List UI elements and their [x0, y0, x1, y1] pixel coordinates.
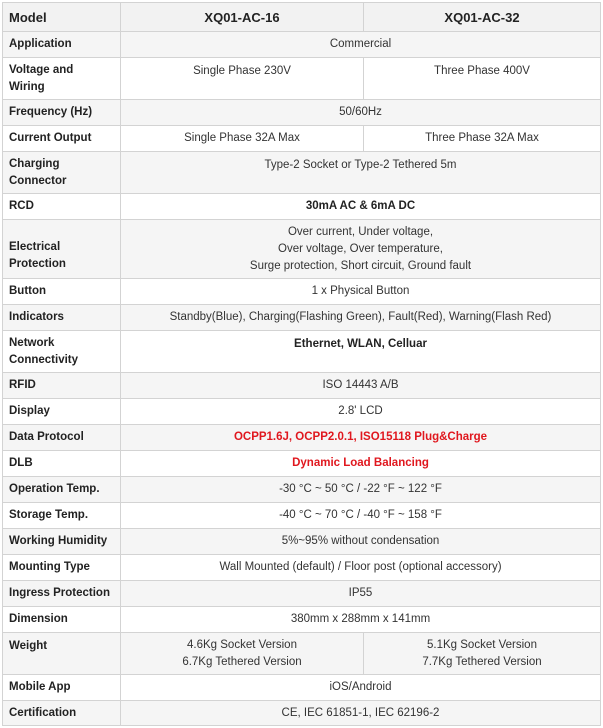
value-connector: Type-2 Socket or Type-2 Tethered 5m	[121, 152, 601, 194]
label-network-line1: Network	[9, 336, 55, 349]
row-mounting	[3, 555, 601, 581]
value-op-temp: -30 °C ~ 50 °C / -22 °F ~ 122 °F	[121, 477, 601, 503]
value-dlb: Dynamic Load Balancing	[121, 451, 601, 477]
value-protection	[121, 220, 601, 279]
value-mounting: Wall Mounted (default) / Floor post (optional accessory)	[121, 555, 601, 581]
value-rfid: ISO 14443 A/B	[121, 373, 601, 399]
label-protocol: Data Protocol	[3, 425, 121, 451]
row-humidity	[3, 529, 601, 555]
value-certification: CE, IEC 61851-1, IEC 62196-2	[121, 701, 601, 726]
label-display: Display	[3, 399, 121, 425]
value-indicators: Standby(Blue), Charging(Flashing Green), Fault(Red), Warning(Flash Red)	[121, 305, 601, 331]
label-button: Button	[3, 279, 121, 305]
value-weight-2-line1: 5.1Kg Socket Version	[427, 638, 537, 651]
label-network	[3, 331, 121, 373]
value-frequency: 50/60Hz	[121, 100, 601, 126]
row-voltage	[3, 58, 601, 100]
label-op-temp: Operation Temp.	[3, 477, 121, 503]
row-application	[3, 32, 601, 58]
value-weight-2-line2: 7.7Kg Tethered Version	[422, 655, 542, 668]
label-network-line2: Connectivity	[9, 353, 79, 366]
value-current-1: Single Phase 32A Max	[121, 126, 364, 152]
value-weight-1-line1: 4.6Kg Socket Version	[187, 638, 297, 651]
row-ingress	[3, 581, 601, 607]
label-dlb: DLB	[3, 451, 121, 477]
label-storage-temp: Storage Temp.	[3, 503, 121, 529]
label-voltage-line2: Wiring	[9, 80, 45, 93]
label-voltage-line1: Voltage and	[9, 63, 74, 76]
row-protocol	[3, 425, 601, 451]
row-button	[3, 279, 601, 305]
label-mobile-app: Mobile App	[3, 675, 121, 701]
label-certification: Certification	[3, 701, 121, 726]
row-op-temp	[3, 477, 601, 503]
label-humidity: Working Humidity	[3, 529, 121, 555]
value-storage-temp: -40 °C ~ 70 °C / -40 °F ~ 158 °F	[121, 503, 601, 529]
value-button: 1 x Physical Button	[121, 279, 601, 305]
label-connector-line2: Connector	[9, 174, 67, 187]
row-frequency	[3, 100, 601, 126]
value-ingress: IP55	[121, 581, 601, 607]
row-protection	[3, 220, 601, 279]
row-rcd	[3, 194, 601, 220]
value-voltage-2: Three Phase 400V	[364, 58, 601, 100]
value-display: 2.8' LCD	[121, 399, 601, 425]
header-model-label: Model	[3, 3, 121, 32]
label-connector	[3, 152, 121, 194]
row-indicators	[3, 305, 601, 331]
row-rfid	[3, 373, 601, 399]
value-protection-line1: Over current, Under voltage,	[287, 225, 434, 238]
label-application: Application	[3, 32, 121, 58]
label-protection-line2: Protection	[9, 258, 66, 270]
row-network	[3, 331, 601, 373]
row-dlb	[3, 451, 601, 477]
label-dimension: Dimension	[3, 607, 121, 633]
label-rfid: RFID	[3, 373, 121, 399]
row-connector	[3, 152, 601, 194]
label-ingress: Ingress Protection	[3, 581, 121, 607]
label-mounting: Mounting Type	[3, 555, 121, 581]
row-current	[3, 126, 601, 152]
row-display	[3, 399, 601, 425]
value-dimension: 380mm x 288mm x 141mm	[121, 607, 601, 633]
value-network: Ethernet, WLAN, Celluar	[121, 331, 601, 373]
value-voltage-1: Single Phase 230V	[121, 58, 364, 100]
row-dimension	[3, 607, 601, 633]
row-mobile-app	[3, 675, 601, 701]
header-row	[3, 3, 601, 32]
header-model-1: XQ01-AC-16	[121, 3, 364, 32]
label-current: Current Output	[3, 126, 121, 152]
value-humidity: 5%~95% without condensation	[121, 529, 601, 555]
value-weight-1	[121, 633, 364, 675]
value-protection-line2: Over voltage, Over temperature,	[278, 242, 443, 255]
value-weight-1-line2: 6.7Kg Tethered Version	[182, 655, 302, 668]
value-protection-line3: Surge protection, Short circuit, Ground fault	[249, 259, 472, 272]
header-model-2: XQ01-AC-32	[364, 3, 601, 32]
value-application: Commercial	[121, 32, 601, 58]
row-weight	[3, 633, 601, 675]
label-rcd: RCD	[3, 194, 121, 220]
value-weight-2	[364, 633, 601, 675]
value-current-2: Three Phase 32A Max	[364, 126, 601, 152]
value-rcd: 30mA AC & 6mA DC	[121, 194, 601, 220]
label-connector-line1: Charging	[9, 157, 60, 170]
row-certification	[3, 701, 601, 726]
row-storage-temp	[3, 503, 601, 529]
label-weight: Weight	[3, 633, 121, 675]
spec-table	[2, 2, 601, 726]
value-protocol: OCPP1.6J, OCPP2.0.1, ISO15118 Plug&Charge	[121, 425, 601, 451]
label-voltage	[3, 58, 121, 100]
label-protection-line1: Electrical	[9, 241, 61, 253]
value-mobile-app: iOS/Android	[121, 675, 601, 701]
label-indicators: Indicators	[3, 305, 121, 331]
label-frequency: Frequency (Hz)	[3, 100, 121, 126]
label-protection	[3, 220, 121, 279]
